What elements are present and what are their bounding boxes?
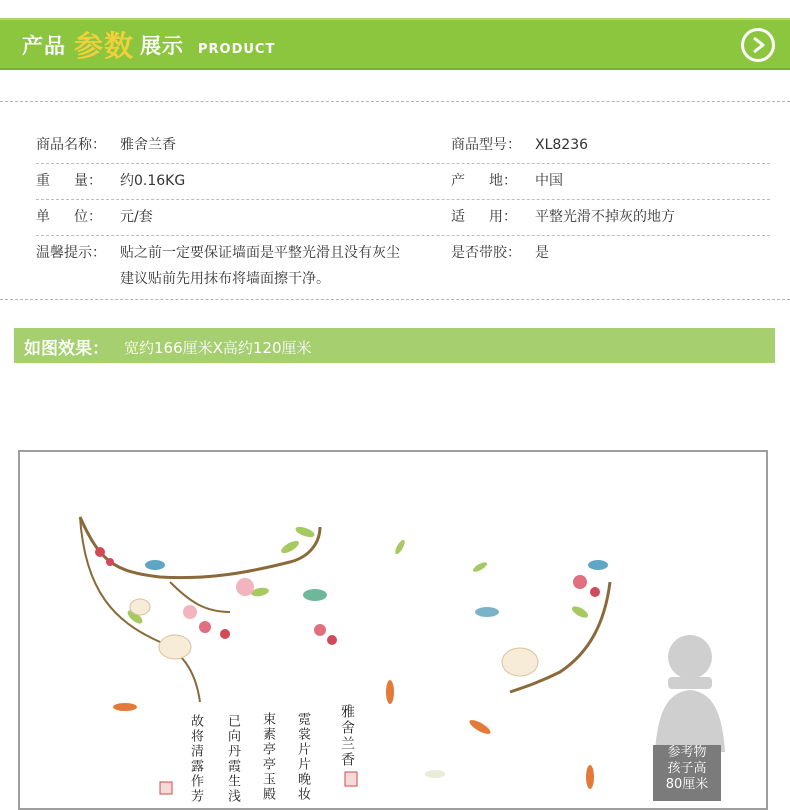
info-row — [36, 164, 770, 200]
info-row — [36, 236, 770, 296]
reference-line-1: 参考物 — [667, 745, 707, 760]
header-title-highlight: 参数 — [74, 29, 135, 63]
model-value: XL8236 — [535, 137, 589, 153]
glue-label: 是否带胶： — [451, 245, 521, 261]
poem-column-1: 霓裳片片晚妆 — [295, 712, 310, 802]
divider — [0, 299, 790, 300]
header-title-part1: 产品 — [22, 34, 66, 58]
product-name-label: 商品名称： — [36, 137, 106, 153]
usage-label: 适 用： — [451, 209, 517, 225]
divider — [0, 101, 790, 102]
header-title-part3: 展示 — [140, 34, 184, 58]
effect-label: 如图效果： — [24, 339, 109, 359]
effect-size-value: 宽约166厘米X高约120厘米 — [124, 339, 312, 357]
product-info-table — [36, 128, 770, 296]
info-row — [36, 200, 770, 236]
glue-value: 是 — [535, 245, 549, 261]
header-title-english: PRODUCT — [198, 42, 276, 57]
poem-title: 雅舍兰香 — [339, 704, 355, 768]
poem-column-3: 已向丹霞生浅 — [225, 714, 240, 804]
weight-label: 重 量： — [36, 173, 102, 189]
origin-label: 产 地： — [451, 173, 517, 189]
origin-value: 中国 — [535, 173, 563, 189]
section-header-banner — [0, 18, 790, 70]
next-arrow-icon[interactable] — [741, 28, 775, 62]
product-name-value: 雅舍兰香 — [120, 137, 176, 153]
tip-line-1: 贴之前一定要保证墙面是平整光滑且没有灰尘 — [120, 245, 400, 261]
unit-value: 元/套 — [120, 209, 153, 225]
usage-value: 平整光滑不掉灰的地方 — [535, 209, 675, 225]
reference-line-2: 孩子高 — [667, 761, 707, 776]
tip-line-2: 建议贴前先用抹布将墙面擦干净。 — [120, 271, 330, 287]
model-label: 商品型号： — [451, 137, 521, 153]
poem-column-4: 故将清露作芳 — [188, 714, 203, 804]
info-row — [36, 128, 770, 164]
unit-label: 单 位： — [36, 209, 102, 225]
reference-line-3: 80厘米 — [665, 777, 709, 792]
reference-height-label — [653, 745, 721, 801]
tip-label: 温馨提示： — [36, 245, 106, 261]
effect-size-bar — [14, 328, 775, 363]
weight-value: 约0.16KG — [120, 173, 186, 189]
poem-column-2: 束素亭亭玉殿 — [260, 712, 275, 802]
